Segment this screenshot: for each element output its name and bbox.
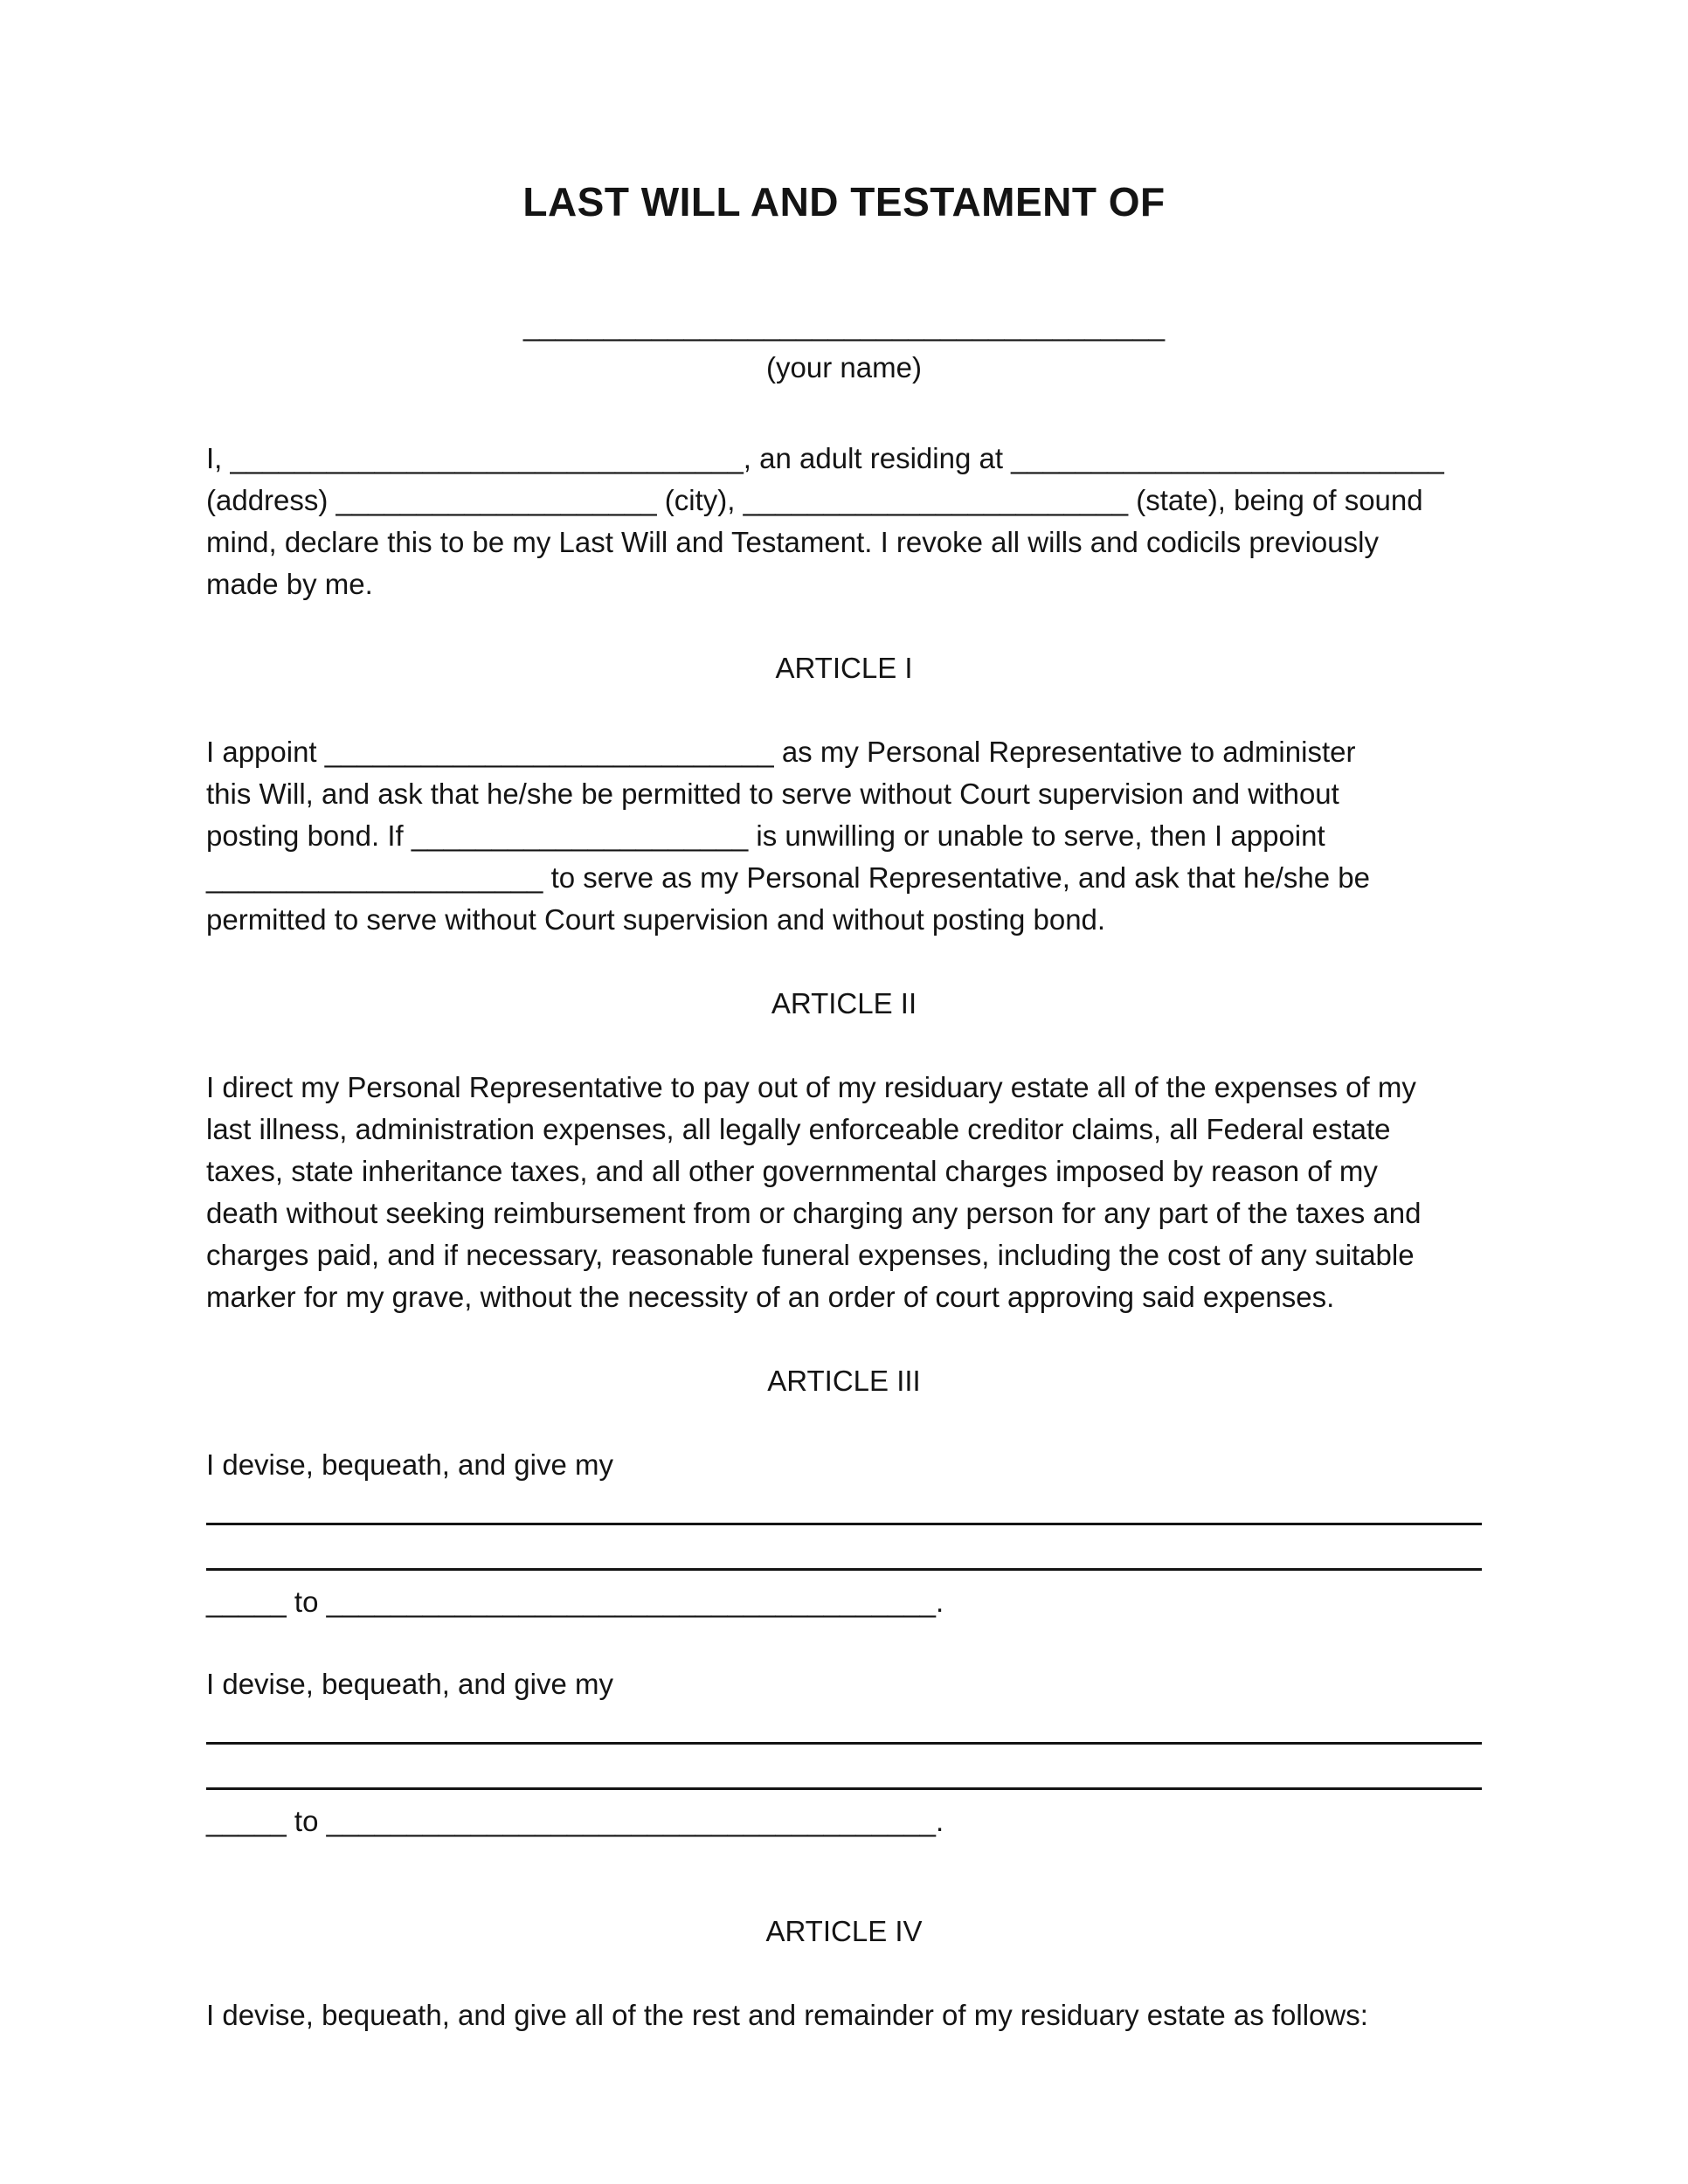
devise-tail: _____ to ______________________________________.	[206, 1586, 944, 1618]
paragraph-line: _____________________ to serve as my Personal Representative, and ask that he/she be	[206, 861, 1370, 894]
paragraph-line: I, ________________________________, an adult residing at ___________________________	[206, 442, 1444, 474]
devise-block	[206, 1663, 1482, 1842]
article-3-heading: ARTICLE III	[767, 1365, 921, 1397]
paragraph-line: posting bond. If _____________________ is unwilling or unable to serve, then I appoint	[206, 819, 1325, 852]
paragraph-line: made by me.	[206, 568, 373, 600]
paragraph-line: death without seeking reimbursement from or charging any person for any part of the taxes and	[206, 1197, 1422, 1229]
paragraph-line: marker for my grave, without the necessity of an order of court approving said expenses.	[206, 1281, 1335, 1313]
blank-line	[206, 1742, 1482, 1745]
devise-tail: _____ to ______________________________________.	[206, 1805, 944, 1837]
article-2-heading: ARTICLE II	[771, 987, 917, 1019]
name-block	[206, 305, 1482, 389]
article-4-body: I devise, bequeath, and give all of the rest and remainder of my residuary estate as follows:	[206, 1999, 1368, 2031]
intro-paragraph	[206, 438, 1482, 605]
paragraph-line: (address) ____________________ (city), ________________________ (state), being of sound	[206, 484, 1423, 516]
paragraph-line: I direct my Personal Representative to pay out of my residuary estate all of the expenses of my	[206, 1071, 1416, 1103]
paragraph-line: charges paid, and if necessary, reasonable funeral expenses, including the cost of any suitable	[206, 1239, 1415, 1271]
blank-line	[206, 1568, 1482, 1571]
name-caption: (your name)	[766, 351, 922, 384]
paragraph-line: taxes, state inheritance taxes, and all other governmental charges imposed by reason of my	[206, 1155, 1378, 1187]
blank-line	[206, 1787, 1482, 1790]
article-4-heading: ARTICLE IV	[765, 1915, 923, 1947]
paragraph-line: last illness, administration expenses, all legally enforceable creditor claims, all Federal estate	[206, 1113, 1391, 1145]
article-1-paragraph	[206, 731, 1482, 941]
document-title: LAST WILL AND TESTAMENT OF	[522, 179, 1166, 225]
name-blank-line: ________________________________________	[522, 309, 1166, 342]
paragraph-line: this Will, and ask that he/she be permitted to serve without Court supervision and without	[206, 778, 1339, 810]
blank-line	[206, 1523, 1482, 1525]
article-1-heading: ARTICLE I	[775, 652, 913, 684]
article-2-paragraph	[206, 1067, 1482, 1318]
paragraph-line: permitted to serve without Court supervision and without posting bond.	[206, 903, 1106, 936]
paragraph-line: mind, declare this to be my Last Will and Testament. I revoke all wills and codicils previously	[206, 526, 1379, 558]
devise-block	[206, 1444, 1482, 1623]
devise-lead: I devise, bequeath, and give my	[206, 1668, 613, 1700]
devise-lead: I devise, bequeath, and give my	[206, 1448, 613, 1481]
paragraph-line: I appoint ____________________________ as my Personal Representative to administer	[206, 736, 1356, 768]
